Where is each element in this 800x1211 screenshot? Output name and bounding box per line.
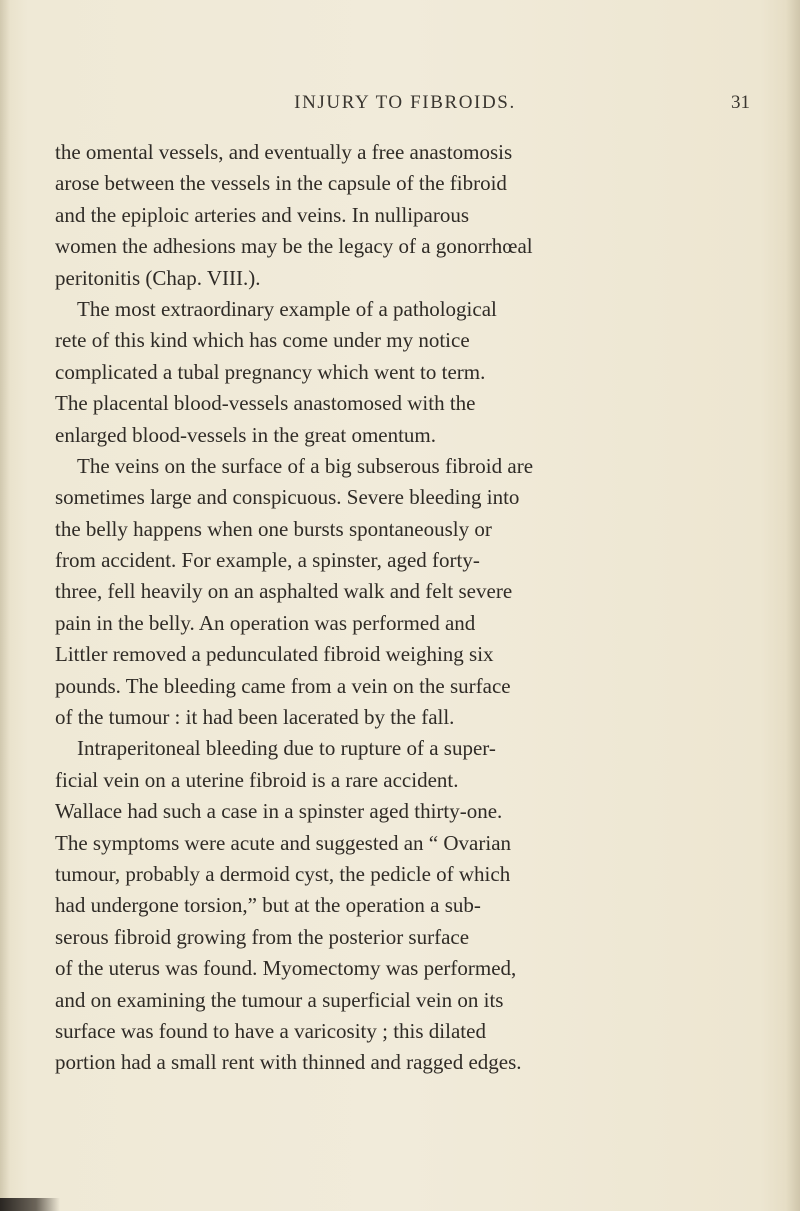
text-line: of the uterus was found. Myomectomy was performed, — [55, 956, 517, 981]
text-line: The most extraordinary example of a pathological — [77, 296, 497, 321]
text-line: The symptoms were acute and suggested an “ Ovarian — [55, 830, 512, 855]
paragraph — [55, 137, 765, 294]
text-line: sometimes large and conspicuous. Severe bleeding into — [55, 485, 520, 510]
text-line: surface was found to have a varicosity ; this dilated — [55, 1018, 486, 1043]
text-line: tumour, probably a dermoid cyst, the pedicle of which — [55, 861, 511, 886]
text-line: three, fell heavily on an asphalted walk and felt severe — [55, 579, 513, 604]
text-line: The veins on the surface of a big subserous fibroid are — [77, 453, 534, 478]
text-line: the omental vessels, and eventually a free anastomosis — [55, 140, 513, 164]
text-line: complicated a tubal pregnancy which went to term. — [55, 359, 486, 384]
running-title: INJURY TO FIBROIDS. — [294, 92, 516, 113]
text-line: the belly happens when one bursts spontaneously or — [55, 516, 492, 541]
text-line: serous fibroid growing from the posterior surface — [55, 924, 470, 949]
text-line: and the epiploic arteries and veins. In nulliparous — [55, 202, 470, 227]
text-line: ficial vein on a uterine fibroid is a rare accident. — [55, 767, 459, 792]
body-text — [55, 137, 765, 1079]
text-line: pounds. The bleeding came from a vein on the surface — [55, 673, 511, 698]
paragraph — [55, 294, 765, 451]
text-line: Wallace had such a case in a spinster aged thirty-one. — [55, 799, 503, 824]
text-line: arose between the vessels in the capsule of the fibroid — [55, 171, 507, 196]
text-line: enlarged blood-vessels in the great omentum. — [55, 422, 437, 447]
paragraph — [55, 733, 765, 1078]
text-line: of the tumour : it had been lacerated by the fall. — [55, 705, 455, 730]
page-header — [60, 92, 750, 120]
text-line: and on examining the tumour a superficial vein on its — [55, 987, 504, 1012]
text-line: Littler removed a pedunculated fibroid weighing six — [55, 642, 494, 667]
text-line: rete of this kind which has come under my notice — [55, 328, 470, 353]
text-line: peritonitis (Chap. VIII.). — [55, 265, 261, 290]
page-left-shadow — [0, 0, 10, 1211]
text-line: portion had a small rent with thinned and ragged edges. — [55, 1050, 522, 1075]
text-line: had undergone torsion,” but at the operation a sub- — [55, 893, 481, 918]
page-right-shadow — [786, 0, 800, 1211]
page-corner-shadow — [0, 1198, 60, 1211]
text-line: from accident. For example, a spinster, aged forty- — [55, 548, 480, 573]
text-line: The placental blood-vessels anastomosed with the — [55, 391, 476, 416]
text-line: women the adhesions may be the legacy of a gonorrhœal — [55, 234, 533, 259]
paragraph — [55, 451, 765, 734]
page-number: 31 — [731, 92, 750, 113]
text-line: pain in the belly. An operation was performed and — [55, 610, 476, 635]
text-line: Intraperitoneal bleeding due to rupture of a super- — [77, 736, 496, 761]
